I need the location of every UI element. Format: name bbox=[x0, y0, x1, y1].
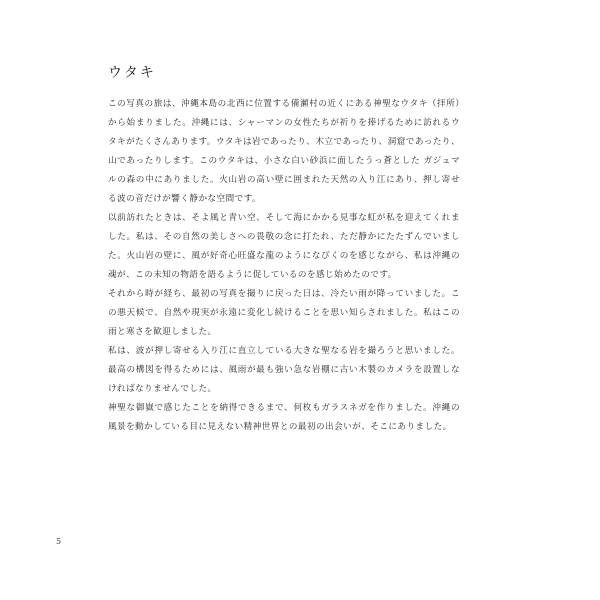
page-title: ウタキ bbox=[108, 65, 156, 81]
paragraph: 私は、波が押し寄せる入り江に直立している大きな聖なる岩を撮ろうと思いました。最高の構図を得るためには、風雨が最も強い急な岩棚に古い木製のカメラを設置しなければなりませんでした。 bbox=[108, 346, 460, 394]
paragraph: それから時が経ち、最初の写真を撮りに戻った日は、冷たい雨が降っていました。この悪天候で、自然や現実が永遠に変化し続けることを思い知らされました。私はこの雨と寒さを歓迎しました。 bbox=[108, 289, 460, 337]
page-number: 5 bbox=[56, 537, 62, 546]
paragraph: 神聖な御嶽で感じたことを納得できるまで、何枚もガラスネガを作りました。沖縄の風景を動かしている目に見えない精神世界との最初の出会いが、そこにありました。 bbox=[108, 403, 460, 432]
paragraph: この写真の旅は、沖縄本島の北西に位置する備瀬村の近くにある神聖なウタキ（拝所）から始まりました。沖縄には、シャーマンの女性たちが祈りを捧げるために訪れるウタキがたくさんあります。ウタキは岩であったり、木立であったり、洞窟であったり、山であったりします。このウタキは、小さな白い砂浜に面したうっ蒼とした ガジュマルの森の中にありました。火山岩の高い壁に囲まれた天然の入り江にあり、押し寄せる波の音だけが響く静かな空間です。 bbox=[108, 99, 460, 204]
paragraph: 以前訪れたときは、そよ風と青い空、そして海にかかる見事な虹が私を迎えてくれました。私は、その自然の美しさへの畏敬の念に打たれ、ただ静かにたたずんでいました。火山岩の壁に、風が好奇心旺盛な龍のようになびくのを感じながら、私は沖縄の魂が、この未知の物語を語るように促しているのを感じ始めたのです。 bbox=[108, 213, 460, 280]
body-text bbox=[108, 95, 460, 437]
